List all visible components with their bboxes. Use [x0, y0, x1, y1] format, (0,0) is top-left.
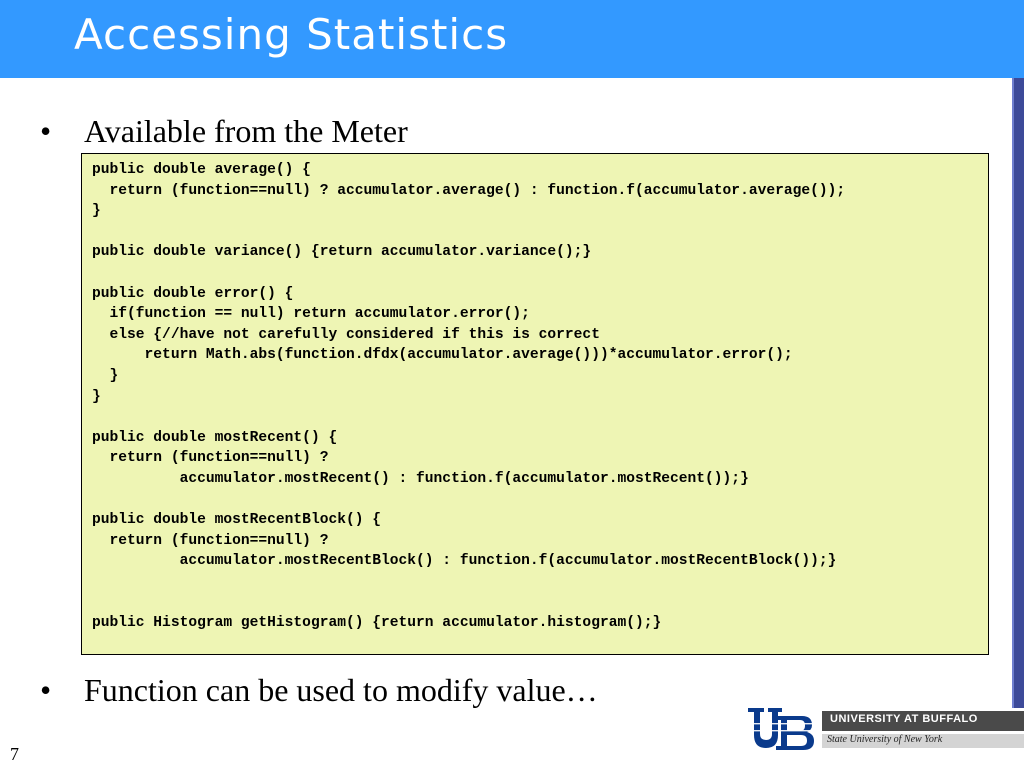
- page-number: 7: [10, 744, 19, 764]
- bullet-text: Function can be used to modify value…: [84, 672, 598, 708]
- bullet-dot: •: [40, 113, 52, 149]
- university-name: UNIVERSITY AT BUFFALO: [830, 713, 978, 725]
- bullet-item: [40, 672, 598, 709]
- bullet-dot: •: [40, 672, 52, 708]
- bullet-item: [40, 113, 408, 150]
- ub-logo: [746, 706, 816, 752]
- bullet-text: Available from the Meter: [84, 113, 408, 149]
- code-box: [81, 153, 989, 655]
- university-subtitle: State University of New York: [827, 734, 943, 745]
- right-rail-decoration: [1014, 78, 1024, 708]
- slide-title: Accessing Statistics: [74, 10, 509, 59]
- code-listing: public double average() { return (function==null) ? accumulator.average() : function.f(accumulator.average()); } public double variance() {return accumulator.variance();} public double error() { if(function == null) return accumulator.error(); else {//have not carefully considered if this is correct return Math.abs(function.dfdx(accumulator.average()))*accumulator.error(); } } public double mostRecent() { return (function==null) ? accumulator.mostRecent() : function.f(accumulator.mostRecent());} public double mostRecentBlock() { return (function==null) ? accumulator.mostRecentBlock() : function.f(accumulator.mostRecentBlock());} public Histogram getHistogram() {return accumulator.histogram();}: [92, 162, 846, 632]
